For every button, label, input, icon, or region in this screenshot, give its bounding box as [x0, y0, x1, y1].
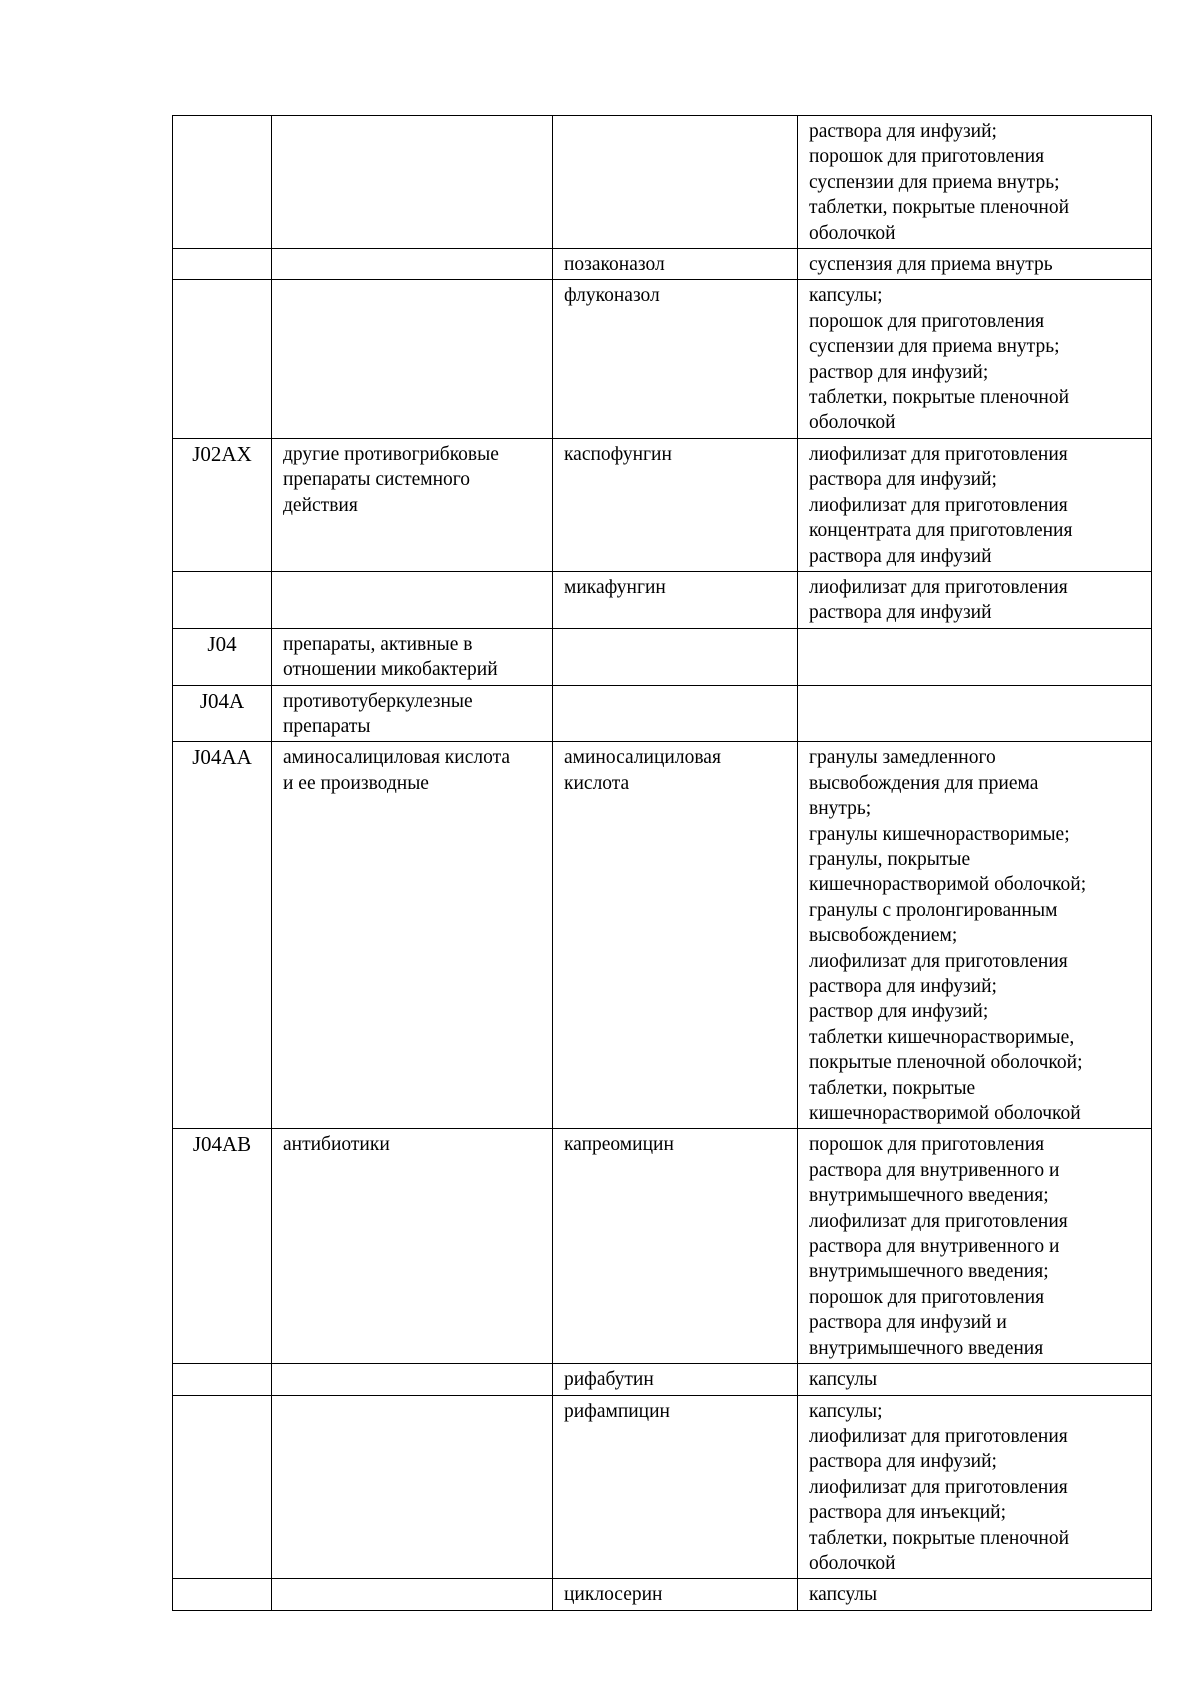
dosage-forms-cell: суспензия для приема внутрь	[798, 249, 1152, 280]
dosage-forms-cell: лиофилизат для приготовления раствора для инфузий; лиофилизат для приготовления концентрата для приготовления раствора для инфузий	[798, 438, 1152, 571]
drug-name-cell: аминосалициловая кислота	[553, 742, 798, 1129]
table-row	[173, 249, 1152, 280]
atc-code-cell	[173, 116, 272, 249]
group-name-cell	[272, 1579, 553, 1610]
dosage-forms-cell	[798, 685, 1152, 742]
dosage-forms-cell	[798, 628, 1152, 685]
group-name-cell: аминосалициловая кислота и ее производные	[272, 742, 553, 1129]
dosage-forms-cell: капсулы	[798, 1579, 1152, 1610]
dosage-forms-cell: капсулы; порошок для приготовления суспензии для приема внутрь; раствор для инфузий; таблетки, покрытые пленочной оболочкой	[798, 280, 1152, 438]
group-name-cell: препараты, активные в отношении микобактерий	[272, 628, 553, 685]
group-name-cell	[272, 280, 553, 438]
atc-code-cell	[173, 1579, 272, 1610]
group-name-cell: антибиотики	[272, 1129, 553, 1364]
table-row	[173, 116, 1152, 249]
atc-code-cell	[173, 1364, 272, 1395]
group-name-cell	[272, 116, 553, 249]
drug-name-cell: капреомицин	[553, 1129, 798, 1364]
table-row	[173, 1395, 1152, 1579]
drug-name-cell: позаконазол	[553, 249, 798, 280]
group-name-cell	[272, 249, 553, 280]
dosage-forms-cell: капсулы	[798, 1364, 1152, 1395]
table-row	[173, 628, 1152, 685]
atc-code-cell	[173, 280, 272, 438]
group-name-cell: другие противогрибковые препараты системного действия	[272, 438, 553, 571]
atc-code-cell: J04AA	[173, 742, 272, 1129]
table-row	[173, 1579, 1152, 1610]
drug-name-cell: рифампицин	[553, 1395, 798, 1579]
group-name-cell: противотуберкулезные препараты	[272, 685, 553, 742]
table-row	[173, 571, 1152, 628]
atc-code-cell: J04	[173, 628, 272, 685]
drug-name-cell: рифабутин	[553, 1364, 798, 1395]
drug-name-cell	[553, 628, 798, 685]
table-row	[173, 1364, 1152, 1395]
drug-name-cell	[553, 116, 798, 249]
dosage-forms-cell: капсулы; лиофилизат для приготовления раствора для инфузий; лиофилизат для приготовления раствора для инъекций; таблетки, покрытые пленочной оболочкой	[798, 1395, 1152, 1579]
atc-code-cell	[173, 1395, 272, 1579]
group-name-cell	[272, 1395, 553, 1579]
atc-code-cell	[173, 249, 272, 280]
drug-name-cell: циклосерин	[553, 1579, 798, 1610]
table-row	[173, 280, 1152, 438]
atc-code-cell	[173, 571, 272, 628]
dosage-forms-cell: гранулы замедленного высвобождения для приема внутрь; гранулы кишечнорастворимые; гранулы, покрытые кишечнорастворимой оболочкой; гранулы с пролонгированным высвобождением; лиофилизат для приготовления раствора для инфузий; раствор для инфузий; таблетки кишечнорастворимые, покрытые пленочной оболочкой; таблетки, покрытые кишечнорастворимой оболочкой	[798, 742, 1152, 1129]
dosage-forms-cell: раствора для инфузий; порошок для приготовления суспензии для приема внутрь; таблетки, покрытые пленочной оболочкой	[798, 116, 1152, 249]
drug-name-cell: каспофунгин	[553, 438, 798, 571]
group-name-cell	[272, 1364, 553, 1395]
atc-code-cell: J04A	[173, 685, 272, 742]
atc-code-cell: J02AX	[173, 438, 272, 571]
dosage-forms-cell: порошок для приготовления раствора для внутривенного и внутримышечного введения; лиофилизат для приготовления раствора для внутривенного и внутримышечного введения; порошок для приготовления раствора для инфузий и внутримышечного введения	[798, 1129, 1152, 1364]
dosage-forms-cell: лиофилизат для приготовления раствора для инфузий	[798, 571, 1152, 628]
drug-list-table	[172, 115, 1152, 1611]
table-row	[173, 685, 1152, 742]
drug-name-cell: флуконазол	[553, 280, 798, 438]
table-row	[173, 1129, 1152, 1364]
drug-name-cell: микафунгин	[553, 571, 798, 628]
group-name-cell	[272, 571, 553, 628]
atc-code-cell: J04AB	[173, 1129, 272, 1364]
table-row	[173, 438, 1152, 571]
drug-name-cell	[553, 685, 798, 742]
table-row	[173, 742, 1152, 1129]
